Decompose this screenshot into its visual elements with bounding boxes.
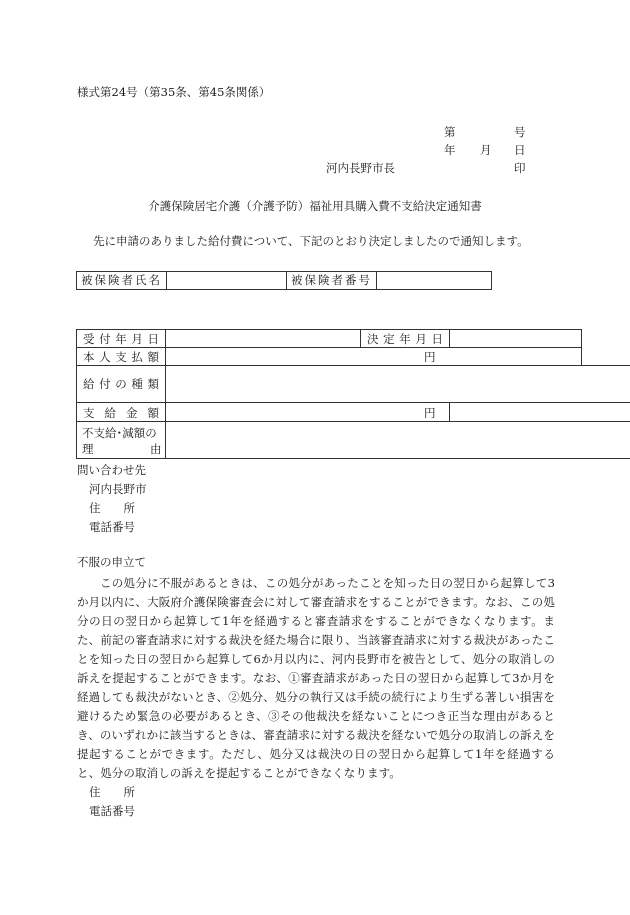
payment-value[interactable] [165,402,450,422]
appeal-contact [77,783,555,821]
intro-text: 先に申請のありました給付費について、下記のとおり決定しましたので通知します。 [93,234,529,248]
payment-yen: 円 [424,406,436,420]
reason-label-cell [76,421,166,459]
document-title: 介護保険居宅介護（介護予防）福祉用具購入費不支給決定通知書 [148,199,482,213]
appeal-phone: 電話番号 [89,804,135,818]
benefit-table [76,329,556,460]
reason-label-line1: 不支給･減額の [82,426,157,440]
payment-row [76,403,556,422]
form-number: 様式第24号（第35条、第45条関係） [77,85,271,99]
insured-name-label: 被保険者氏名 [77,272,167,290]
reason-label-line2b: 由 [150,442,162,456]
self-pay-label: 本人支払額 [83,350,159,364]
date-month: 月 [480,143,492,157]
contact-city: 河内長野市 [89,482,147,496]
contact-phone: 電話番号 [89,520,135,534]
self-pay-row [76,348,556,366]
insured-name-value[interactable] [167,272,287,290]
contact-address: 住 所 [89,501,135,515]
appeal-address: 住 所 [89,785,135,799]
received-decision-row [76,329,556,348]
received-date-label-cell [76,329,166,348]
reason-row [76,422,556,460]
decision-date-label-cell [360,329,450,348]
document-number-prefix: 第 [444,125,456,139]
insured-number-label: 被保険者番号 [287,272,377,290]
document-number-suffix: 号 [514,125,526,139]
benefit-type-value[interactable] [165,365,630,403]
self-pay-value[interactable] [165,347,582,366]
insured-number-value[interactable] [377,272,492,290]
reason-label-line2a: 理 [82,442,94,456]
reason-value[interactable] [165,421,630,459]
appeal-section [77,553,555,821]
appeal-heading: 不服の申立て [77,555,146,569]
payment-label-cell [76,402,166,422]
date-day: 日 [514,143,526,157]
decision-date-label: 決定年月日 [367,332,443,346]
benefit-type-label-cell [76,365,166,403]
benefit-type-label: 給付の種類 [83,377,159,391]
received-date-label: 受付年月日 [83,332,159,346]
appeal-body: この処分に不服があるときは、この処分があったことを知った日の翌日から起算して3か月以内に、大阪府介護保険審査会に対して審査請求をすることができます。なお、この処分の日の翌日から起算して1年を経過すると審査請求をすることができなくなります。また、前記の審査請求に対する裁決を経た場合に限り、当該審査請求に対する裁決があったことを知った日の翌日から起算して6か月以内に、河内長野市を被告として、処分の取消しの訴えを提起することができます。なお、①審査請求があった日の翌日から起算して3か月を経過しても裁決がないとき、②処分、処分の執行又は手続の続行により生ずる著しい損害を避けるため緊急の必要があるとき、③その他裁決を経ないことにつき正当な理由があるとき、のいずれかに該当するときは、審査請求に対する裁決を経ないで処分の取消しの訴えを提起することができます。ただし、処分又は裁決の日の翌日から起算して1年を経過すると、処分の取消しの訴えを提起することができなくなります。 [77,576,555,780]
seal-mark: 印 [514,161,526,175]
benefit-type-row [76,366,556,403]
received-date-value[interactable] [165,329,361,348]
issuer-name: 河内長野市長 [326,161,395,175]
decision-date-value[interactable] [449,329,582,348]
contact-heading: 問い合わせ先 [77,463,146,477]
payment-extra[interactable] [449,402,630,422]
payment-label: 支給金額 [83,406,159,420]
insured-info-table [76,271,492,290]
date-year: 年 [444,143,456,157]
self-pay-label-cell [76,347,166,366]
self-pay-yen: 円 [424,350,436,364]
contact-section [77,461,147,537]
